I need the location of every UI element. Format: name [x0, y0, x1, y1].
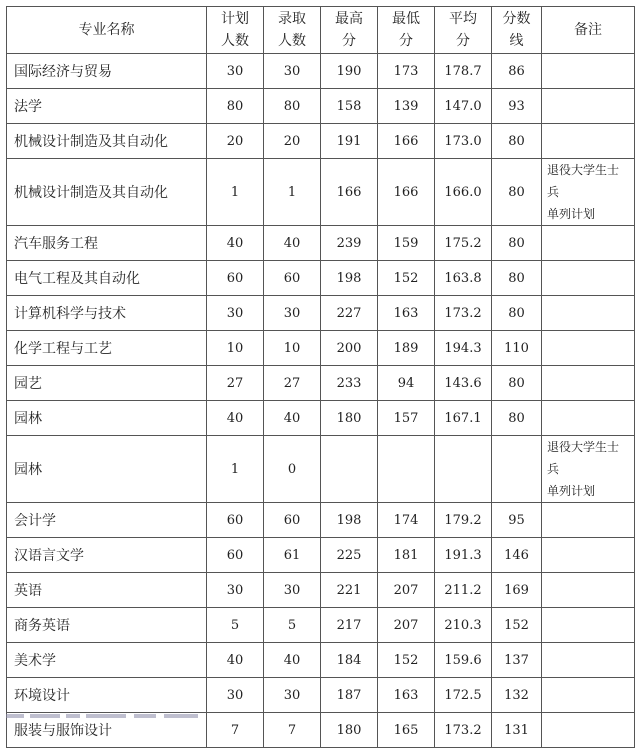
major-name-cell: 园林 [7, 401, 207, 436]
max-cell: 233 [321, 366, 378, 401]
avg-cell: 172.5 [435, 678, 492, 713]
cutoff-cell: 152 [492, 608, 542, 643]
note-line: 单列计划 [547, 484, 596, 498]
max-cell: 187 [321, 678, 378, 713]
admitted-cell: 5 [264, 608, 321, 643]
min-cell: 159 [378, 226, 435, 261]
note-cell [542, 226, 635, 261]
max-cell: 158 [321, 89, 378, 124]
note-cell [542, 89, 635, 124]
admitted-cell: 0 [264, 436, 321, 503]
note-cell [542, 401, 635, 436]
header-plan [207, 7, 264, 54]
note-cell [542, 643, 635, 678]
plan-cell: 30 [207, 678, 264, 713]
note-cell [542, 436, 635, 503]
max-cell: 198 [321, 261, 378, 296]
max-cell: 184 [321, 643, 378, 678]
major-name-cell: 汽车服务工程 [7, 226, 207, 261]
header-max-line: 分 [342, 33, 356, 49]
max-cell: 227 [321, 296, 378, 331]
max-cell: 166 [321, 159, 378, 226]
table-row [7, 608, 635, 643]
min-cell: 173 [378, 54, 435, 89]
header-avg-line: 平均 [449, 11, 477, 27]
major-name-cell: 汉语言文学 [7, 538, 207, 573]
admitted-cell: 7 [264, 713, 321, 748]
admitted-cell: 60 [264, 503, 321, 538]
major-name-cell: 环境设计 [7, 678, 207, 713]
header-note [542, 7, 635, 54]
major-name-cell: 园艺 [7, 366, 207, 401]
note-cell [542, 331, 635, 366]
note-cell [542, 366, 635, 401]
plan-cell: 40 [207, 643, 264, 678]
avg-cell: 173.2 [435, 713, 492, 748]
major-name-cell: 机械设计制造及其自动化 [7, 159, 207, 226]
plan-cell: 1 [207, 159, 264, 226]
min-cell: 163 [378, 296, 435, 331]
note-line: 单列计划 [547, 207, 596, 221]
min-cell: 174 [378, 503, 435, 538]
plan-cell: 60 [207, 538, 264, 573]
major-name-cell: 化学工程与工艺 [7, 331, 207, 366]
admitted-cell: 40 [264, 643, 321, 678]
admitted-cell: 80 [264, 89, 321, 124]
table-row [7, 678, 635, 713]
avg-cell: 143.6 [435, 366, 492, 401]
table-body [7, 54, 635, 748]
avg-cell: 211.2 [435, 573, 492, 608]
min-cell: 139 [378, 89, 435, 124]
header-major [7, 7, 207, 54]
min-cell: 165 [378, 713, 435, 748]
table-row [7, 54, 635, 89]
min-cell: 166 [378, 159, 435, 226]
note-cell [542, 124, 635, 159]
cutoff-cell: 80 [492, 124, 542, 159]
admitted-cell: 40 [264, 401, 321, 436]
table-row [7, 366, 635, 401]
plan-cell: 60 [207, 503, 264, 538]
table-row [7, 573, 635, 608]
plan-cell: 10 [207, 331, 264, 366]
min-cell: 163 [378, 678, 435, 713]
cutoff-cell: 146 [492, 538, 542, 573]
header-min-line: 最低 [392, 11, 420, 27]
cutoff-cell: 169 [492, 573, 542, 608]
major-name-cell: 国际经济与贸易 [7, 54, 207, 89]
cutoff-cell: 80 [492, 226, 542, 261]
plan-cell: 40 [207, 401, 264, 436]
max-cell: 180 [321, 713, 378, 748]
avg-cell: 191.3 [435, 538, 492, 573]
header-admitted [264, 7, 321, 54]
plan-cell: 27 [207, 366, 264, 401]
avg-cell: 163.8 [435, 261, 492, 296]
table-row [7, 503, 635, 538]
plan-cell: 20 [207, 124, 264, 159]
note-cell [542, 678, 635, 713]
header-min [378, 7, 435, 54]
cutoff-cell: 132 [492, 678, 542, 713]
min-cell: 152 [378, 261, 435, 296]
table-row [7, 401, 635, 436]
header-row [7, 7, 635, 54]
cutoff-cell: 131 [492, 713, 542, 748]
admitted-cell: 27 [264, 366, 321, 401]
header-note-line: 备注 [574, 22, 602, 38]
plan-cell: 5 [207, 608, 264, 643]
note-cell [542, 538, 635, 573]
table-row [7, 226, 635, 261]
avg-cell: 173.2 [435, 296, 492, 331]
major-name-cell: 服装与服饰设计 [7, 713, 207, 748]
admitted-cell: 10 [264, 331, 321, 366]
admitted-cell: 30 [264, 678, 321, 713]
max-cell [321, 436, 378, 503]
cutoff-cell: 137 [492, 643, 542, 678]
plan-cell: 40 [207, 226, 264, 261]
table-row [7, 89, 635, 124]
cropped-footnote-fragment [6, 711, 226, 718]
table-row [7, 643, 635, 678]
major-name-cell: 美术学 [7, 643, 207, 678]
note-cell [542, 608, 635, 643]
cutoff-cell: 93 [492, 89, 542, 124]
major-name-cell: 机械设计制造及其自动化 [7, 124, 207, 159]
avg-cell: 159.6 [435, 643, 492, 678]
avg-cell: 178.7 [435, 54, 492, 89]
cutoff-cell: 80 [492, 401, 542, 436]
table-row [7, 296, 635, 331]
avg-cell [435, 436, 492, 503]
table-row [7, 538, 635, 573]
min-cell: 166 [378, 124, 435, 159]
avg-cell: 179.2 [435, 503, 492, 538]
table-row [7, 159, 635, 226]
note-cell [542, 159, 635, 226]
header-min-line: 分 [399, 33, 413, 49]
major-name-cell: 商务英语 [7, 608, 207, 643]
admitted-cell: 30 [264, 54, 321, 89]
max-cell: 225 [321, 538, 378, 573]
admitted-cell: 40 [264, 226, 321, 261]
max-cell: 217 [321, 608, 378, 643]
max-cell: 191 [321, 124, 378, 159]
plan-cell: 30 [207, 54, 264, 89]
note-cell [542, 296, 635, 331]
max-cell: 180 [321, 401, 378, 436]
cutoff-cell: 110 [492, 331, 542, 366]
cutoff-cell: 80 [492, 296, 542, 331]
major-name-cell: 法学 [7, 89, 207, 124]
note-cell [542, 261, 635, 296]
max-cell: 221 [321, 573, 378, 608]
header-admitted-line: 人数 [278, 33, 306, 49]
max-cell: 190 [321, 54, 378, 89]
max-cell: 198 [321, 503, 378, 538]
plan-cell: 30 [207, 296, 264, 331]
cutoff-cell: 86 [492, 54, 542, 89]
header-plan-line: 人数 [221, 33, 249, 49]
header-admitted-line: 录取 [278, 11, 306, 27]
admission-scores-table [6, 6, 635, 748]
cutoff-cell: 80 [492, 159, 542, 226]
table-row [7, 436, 635, 503]
min-cell: 157 [378, 401, 435, 436]
major-name-cell: 园林 [7, 436, 207, 503]
admitted-cell: 30 [264, 296, 321, 331]
min-cell [378, 436, 435, 503]
plan-cell: 1 [207, 436, 264, 503]
avg-cell: 166.0 [435, 159, 492, 226]
min-cell: 207 [378, 573, 435, 608]
header-cutoff-line: 分数 [502, 11, 531, 27]
header-avg [435, 7, 492, 54]
header-cutoff-line: 线 [509, 33, 524, 49]
cutoff-cell [492, 436, 542, 503]
table-row [7, 261, 635, 296]
avg-cell: 147.0 [435, 89, 492, 124]
admitted-cell: 30 [264, 573, 321, 608]
avg-cell: 175.2 [435, 226, 492, 261]
header-cutoff [492, 7, 542, 54]
admitted-cell: 1 [264, 159, 321, 226]
header-plan-line: 计划 [221, 11, 249, 27]
header-max-line: 最高 [335, 11, 363, 27]
cutoff-cell: 80 [492, 261, 542, 296]
note-cell [542, 503, 635, 538]
min-cell: 181 [378, 538, 435, 573]
avg-cell: 173.0 [435, 124, 492, 159]
header-major-line: 专业名称 [78, 22, 135, 38]
table-header [7, 7, 635, 54]
avg-cell: 210.3 [435, 608, 492, 643]
cutoff-cell: 80 [492, 366, 542, 401]
table-row [7, 331, 635, 366]
major-name-cell: 英语 [7, 573, 207, 608]
admitted-cell: 61 [264, 538, 321, 573]
admitted-cell: 60 [264, 261, 321, 296]
plan-cell: 60 [207, 261, 264, 296]
note-cell [542, 54, 635, 89]
plan-cell: 30 [207, 573, 264, 608]
major-name-cell: 会计学 [7, 503, 207, 538]
plan-cell: 7 [207, 713, 264, 748]
min-cell: 152 [378, 643, 435, 678]
plan-cell: 80 [207, 89, 264, 124]
max-cell: 200 [321, 331, 378, 366]
min-cell: 94 [378, 366, 435, 401]
major-name-cell: 电气工程及其自动化 [7, 261, 207, 296]
admitted-cell: 20 [264, 124, 321, 159]
avg-cell: 194.3 [435, 331, 492, 366]
min-cell: 189 [378, 331, 435, 366]
header-max [321, 7, 378, 54]
max-cell: 239 [321, 226, 378, 261]
note-cell [542, 573, 635, 608]
header-avg-line: 分 [456, 33, 470, 49]
note-line: 退役大学生士兵 [547, 163, 620, 199]
table-row [7, 124, 635, 159]
cutoff-cell: 95 [492, 503, 542, 538]
min-cell: 207 [378, 608, 435, 643]
major-name-cell: 计算机科学与技术 [7, 296, 207, 331]
note-line: 退役大学生士兵 [547, 440, 620, 476]
avg-cell: 167.1 [435, 401, 492, 436]
